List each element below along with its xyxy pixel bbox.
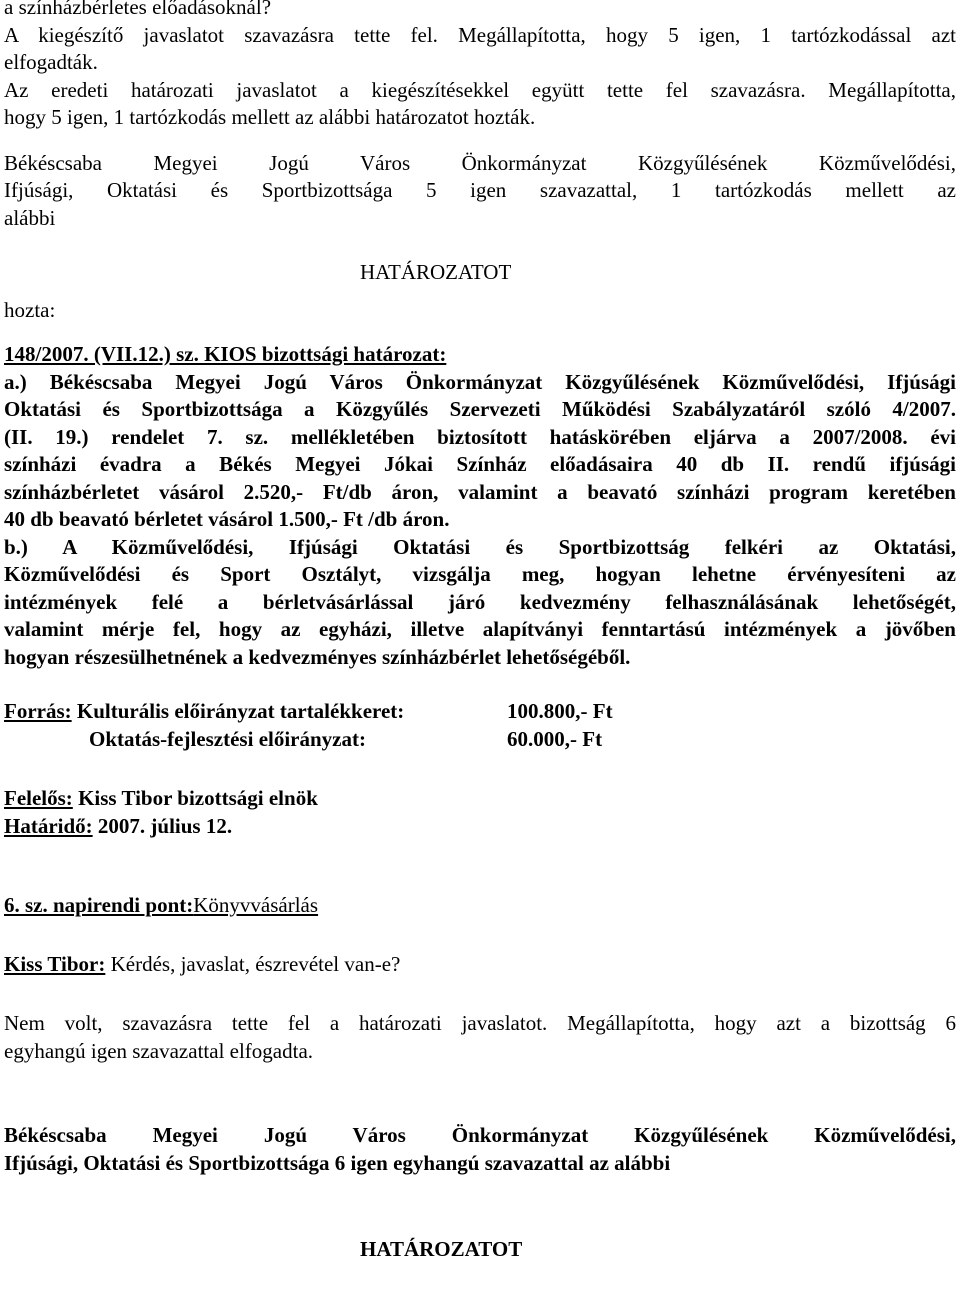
funding-row-1 <box>4 698 956 726</box>
decision1-line-1: Békéscsaba Megyei Jogú Város Önkormányzat Közgyűlésének Közművelődési, <box>4 150 956 175</box>
resolution-a-line-1: a.) Békéscsaba Megyei Jogú Város Önkormányzat Közgyűlésének Közművelődési, Ifjúsági <box>4 369 956 394</box>
intro-line-3: elfogadták. <box>4 50 98 74</box>
agenda-label: 6. sz. napirendi pont: <box>4 893 194 917</box>
resolution-b-line-3: intézmények felé a bérletvásárlással járó kedvezmény felhasználásának lehetőségét, <box>4 589 956 614</box>
resolution-a-line-4: színházi évadra a Békés Megyei Jókai Színház előadásaira 40 db II. rendű ifjúsági <box>4 452 956 476</box>
responsible-label: Felelős: <box>4 786 73 810</box>
resolution-b-line-5: hogyan részesülhetnének a kedvezményes színházbérlet lehetőségéből. <box>4 644 631 669</box>
decision2-line-1: Békéscsaba Megyei Jogú Város Önkormányzat Közgyűlésének Közművelődési, <box>4 1123 956 1147</box>
intro-line-5: hogy 5 igen, 1 tartózkodás mellett az alábbi határozatot hozták. <box>4 105 536 129</box>
resolution-b-line-1: b.) A Közművelődési, Ifjúsági Oktatási és Sportbizottság felkéri az Oktatási, <box>4 534 956 559</box>
decision2-line-2: Ifjúsági, Oktatási és Sportbizottsága 6 igen egyhangú szavazattal az alábbi <box>4 1150 671 1175</box>
decision2-heading: HATÁROZATOT <box>360 1237 523 1261</box>
deadline-value: 2007. július 12. <box>97 813 233 838</box>
funding-row-2 <box>4 726 956 754</box>
intro-line-4: Az eredeti határozati javaslatot a kiegészítésekkel együtt tette fel szavazásra. Megállapította, <box>4 77 956 102</box>
resolution-b-line-4: valamint mérje fel, hogy az egyházi, illetve alapítványi fenntartású intézmények a jövőben <box>4 617 956 641</box>
resolution-number: 148/2007. (VII.12.) sz. KIOS bizottsági határozat: <box>4 342 447 366</box>
intro-line-2: A kiegészítő javaslatot szavazásra tette fel. Megállapította, hogy 5 igen, 1 tartózkodással azt <box>4 22 956 47</box>
decision1-heading-row <box>4 259 956 331</box>
decision1-line-3: alábbi <box>4 205 56 230</box>
resolution-b-line-2: Közművelődési és Sport Osztályt, vizsgálja meg, hogyan lehetne érvényesíteni az <box>4 562 956 586</box>
intro-line-1: a színházbérletes előadásoknál? <box>4 0 272 19</box>
funding-line-2-label: Oktatás-fejlesztési előirányzat: <box>89 726 366 751</box>
speaker-line <box>4 951 956 979</box>
funding-line-1-amount: 100.800,- Ft <box>507 699 613 723</box>
resolution-a-line-6: 40 db beavató bérletet vásárol 1.500,- Ft /db áron. <box>4 507 450 531</box>
speaker-text: Kérdés, javaslat, észrevétel van-e? <box>110 951 401 976</box>
responsible-line <box>4 785 956 813</box>
responsible-value: Kiss Tibor bizottsági elnök <box>78 786 318 810</box>
agenda-title: Könyvvásárlás <box>193 893 319 917</box>
funding-source-label: Forrás: <box>4 699 72 723</box>
deadline-label: Határidő: <box>4 813 93 838</box>
vote2-line-2: egyhangú igen szavazattal elfogadta. <box>4 1038 314 1063</box>
resolution-a-line-2: Oktatási és Sportbizottsága a Közgyűlés Szervezeti Működési Szabályzatáról szóló 4/2007. <box>4 397 956 421</box>
agenda-line <box>4 892 956 920</box>
hozta-label: hozta: <box>4 298 56 322</box>
resolution-a-line-5: színházbérletet vásárol 2.520,- Ft/db áron, valamint a beavató színházi program keretében <box>4 479 956 504</box>
resolution-a-line-3: (II. 19.) rendelet 7. sz. mellékletében biztosított hatáskörében eljárva a 2007/2008. évi <box>4 424 956 449</box>
funding-line-2-amount: 60.000,- Ft <box>507 726 603 751</box>
deadline-line <box>4 813 956 841</box>
decision1-heading: HATÁROZATOT <box>360 260 512 284</box>
document-page <box>4 0 956 1264</box>
vote2-line-1: Nem volt, szavazásra tette fel a határozati javaslatot. Megállapította, hogy azt a bizottság 6 <box>4 1011 956 1035</box>
funding-line-1-label: Kulturális előirányzat tartalékkeret: <box>76 699 405 723</box>
decision1-line-2: Ifjúsági, Oktatási és Sportbizottsága 5 igen szavazattal, 1 tartózkodás mellett az <box>4 178 956 202</box>
speaker-name: Kiss Tibor: <box>4 951 106 976</box>
